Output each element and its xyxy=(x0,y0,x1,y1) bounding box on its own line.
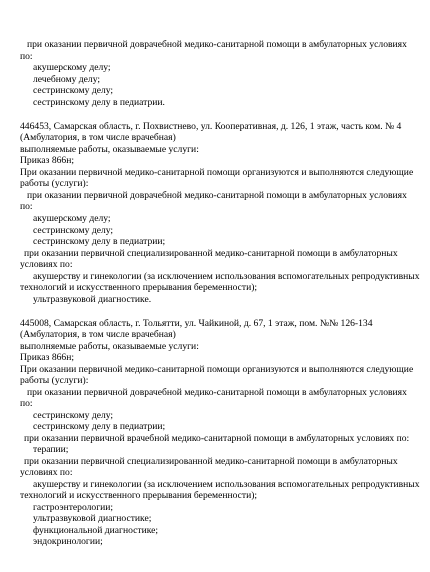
text-line: акушерскому делу; xyxy=(33,62,111,73)
text-line: сестринскому делу в педиатрии. xyxy=(33,97,165,108)
text-line: акушерству и гинекологии (за исключением использования вспомогательных репродуктивных xyxy=(33,271,420,282)
text-line: акушерству и гинекологии (за исключением использования вспомогательных репродуктивных xyxy=(33,479,420,490)
text-line: сестринскому делу в педиатрии; xyxy=(33,236,166,247)
text-line: при оказании первичной доврачебной медико-санитарной помощи в амбулаторных условиях xyxy=(27,190,407,201)
text-line: по: xyxy=(20,51,33,62)
text-line: терапии; xyxy=(33,444,69,455)
text-line: при оказании первичной доврачебной медико-санитарной помощи в амбулаторных условиях xyxy=(27,39,407,50)
text-line: условиях по: xyxy=(20,467,73,478)
text-line: условиях по: xyxy=(20,259,73,270)
text-line: работы (услуги): xyxy=(20,178,89,189)
text-line: функциональной диагностике; xyxy=(33,525,159,536)
text-line: выполняемые работы, оказываемые услуги: xyxy=(20,341,199,352)
address-line: 446453, Самарская область, г. Похвистнево, ул. Кооперативная, д. 126, 1 этаж, часть ком. № 4 xyxy=(20,121,402,132)
text-line: сестринскому делу в педиатрии; xyxy=(33,421,166,432)
text-line: по: xyxy=(20,398,33,409)
text-line: (Амбулатория, в том числе врачебная) xyxy=(20,132,176,143)
text-line: акушерскому делу; xyxy=(33,213,111,224)
text-line: При оказании первичной медико-санитарной помощи организуются и выполняются следующие xyxy=(20,364,414,375)
text-line: сестринскому делу; xyxy=(33,225,114,236)
text-line: Приказ 866н; xyxy=(20,352,75,363)
address-line: 445008, Самарская область, г. Тольятти, ул. Чайкиной, д. 67, 1 этаж, пом. №№ 126-134 xyxy=(20,318,373,329)
text-line: ультразвуковой диагностике. xyxy=(33,294,152,305)
text-line: ультразвуковой диагностике; xyxy=(33,513,152,524)
text-line: при оказании первичной специализированной медико-санитарной помощи в амбулаторных xyxy=(24,248,398,259)
text-line: выполняемые работы, оказываемые услуги: xyxy=(20,144,199,155)
text-line: эндокринологии; xyxy=(33,536,103,547)
text-line: работы (услуги): xyxy=(20,375,89,386)
text-line: лечебному делу; xyxy=(33,74,101,85)
text-line: при оказании первичной врачебной медико-санитарной помощи в амбулаторных условиях по: xyxy=(24,433,410,444)
text-line: при оказании первичной специализированной медико-санитарной помощи в амбулаторных xyxy=(24,456,398,467)
text-line: сестринскому делу; xyxy=(33,410,114,421)
text-line: При оказании первичной медико-санитарной помощи организуются и выполняются следующие xyxy=(20,167,414,178)
text-line: сестринскому делу; xyxy=(33,85,114,96)
text-line: при оказании первичной доврачебной медико-санитарной помощи в амбулаторных условиях xyxy=(27,387,407,398)
text-line: гастроэнтерологии; xyxy=(33,502,114,513)
text-line: технологий и искусственного прерывания беременности); xyxy=(20,282,258,293)
text-line: технологий и искусственного прерывания беременности); xyxy=(20,490,258,501)
text-line: Приказ 866н; xyxy=(20,155,75,166)
text-line: по: xyxy=(20,201,33,212)
text-line: (Амбулатория, в том числе врачебная) xyxy=(20,329,176,340)
